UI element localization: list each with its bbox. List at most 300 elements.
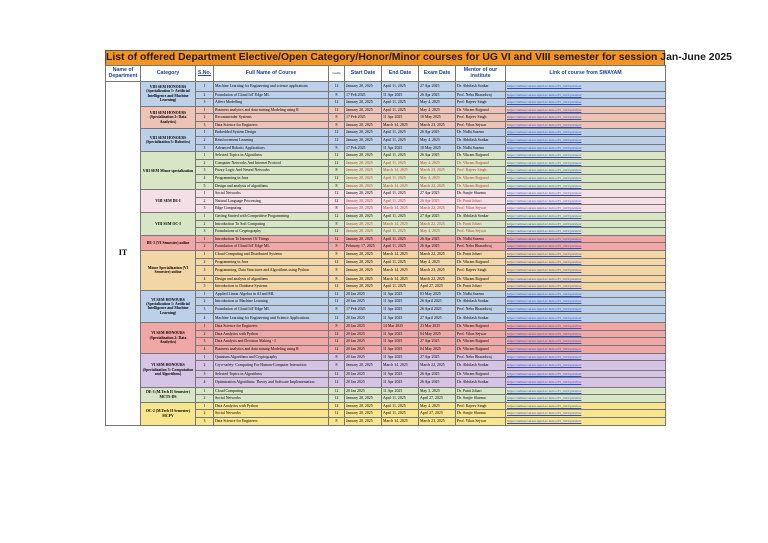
start-date-cell: January 20, 2025 xyxy=(345,99,382,107)
exam-date-cell: March 23, 2025 xyxy=(419,418,456,426)
start-date-cell: January 20, 2025 xyxy=(345,283,382,291)
end-date-cell: 11 Apr 2025 xyxy=(382,338,419,346)
credits-cell: 12 xyxy=(329,290,345,298)
category-cell: DE-3 (M.Tech II Semester) MCTS-DS xyxy=(141,387,196,402)
mentor-cell: Dr. Vikram Rajpurol xyxy=(456,323,506,331)
mentor-cell: Dr. Abhilash Sonkar xyxy=(456,313,506,323)
course-link[interactable]: https://onlinecourses.nptel.ac.in/noc25_cs01/preview xyxy=(506,353,666,361)
mentor-cell: Dr. Vikram Rajpurol xyxy=(456,106,506,114)
course-link[interactable]: https://onlinecourses.nptel.ac.in/noc25_cs01/preview xyxy=(506,99,666,107)
course-link[interactable]: https://onlinecourses.nptel.ac.in/noc25_cs01/preview xyxy=(506,106,666,114)
serial-number-cell: 3 xyxy=(196,205,214,213)
exam-date-cell: May 4, 2025 xyxy=(419,228,456,236)
credits-cell: 12 xyxy=(329,235,345,243)
course-link[interactable]: https://onlinecourses.nptel.ac.in/noc25_cs01/preview xyxy=(506,338,666,346)
serial-number-cell: 2 xyxy=(196,298,214,306)
course-link[interactable]: https://onlinecourses.nptel.ac.in/noc25_cs01/preview xyxy=(506,275,666,283)
mentor-cell: Dr. Vikram Rajpurol xyxy=(456,338,506,346)
serial-number-cell: 3 xyxy=(196,121,214,129)
serial-number-cell: 3 xyxy=(196,338,214,346)
course-name-cell: Cloud Computing xyxy=(214,387,329,395)
mentor-cell: Prof. Rajeev Singh xyxy=(456,114,506,122)
end-date-cell: April 11, 2025 xyxy=(382,82,419,92)
mentor-cell: Prof. Vikas Sejwar xyxy=(456,330,506,338)
end-date-cell: March 14, 2025 xyxy=(382,275,419,283)
start-date-cell: January 20, 2025 xyxy=(345,167,382,175)
col-header-mentor: Mentor of our institute xyxy=(456,66,506,82)
end-date-cell: 11 Apr 2025 xyxy=(382,345,419,353)
exam-date-cell: April 27, 2025 xyxy=(419,395,456,403)
course-link[interactable]: https://onlinecourses.nptel.ac.in/noc25_cs01/preview xyxy=(506,235,666,243)
course-name-cell: Programming in Java xyxy=(214,258,329,266)
mentor-cell: Prof. Neha Bharadwaj xyxy=(456,91,506,99)
col-header-course: Full Name of Course xyxy=(214,66,329,82)
start-date-cell: January 20, 2025 xyxy=(345,418,382,426)
course-name-cell: Cryo-safety: Computing For Human-Computer Interaction xyxy=(214,361,329,371)
mentor-cell: Dr. Nidhi Saxena xyxy=(456,290,506,298)
course-link[interactable]: https://onlinecourses.nptel.ac.in/noc25_cs01/preview xyxy=(506,266,666,276)
col-header-link: Link of course from SWAYAM xyxy=(506,66,666,82)
course-name-cell: Getting Started with Competitive Programming xyxy=(214,213,329,221)
exam-date-cell: May 4, 2025 xyxy=(419,402,456,410)
start-date-cell: January 20, 2025 xyxy=(345,175,382,183)
exam-date-cell: 23 Mar 2025 xyxy=(419,323,456,331)
mentor-cell: Dr. Abhilash Sonkar xyxy=(456,213,506,221)
exam-date-cell: May 4, 2025 xyxy=(419,175,456,183)
mentor-cell: Dr. Punit Johari xyxy=(456,283,506,291)
credits-cell: 12 xyxy=(329,370,345,378)
mentor-cell: Dr. Punit Johari xyxy=(456,250,506,258)
mentor-cell: Prof. Neha Bharadwaj xyxy=(456,306,506,314)
end-date-cell: April 11, 2025 xyxy=(382,129,419,137)
table-row xyxy=(106,387,666,395)
credits-cell: 8 xyxy=(329,91,345,99)
credits-cell: 8 xyxy=(329,418,345,426)
mentor-cell: Dr. Vikram Rajpurol xyxy=(456,275,506,283)
serial-number-cell: 1 xyxy=(196,213,214,221)
end-date-cell: 11 Apr 2025 xyxy=(382,370,419,378)
category-cell: VIII SEM DE-I xyxy=(141,190,196,213)
course-link[interactable]: https://onlinecourses.nptel.ac.in/noc25_cs01/preview xyxy=(506,129,666,137)
mentor-cell: Dr. Vikram Rajpurol xyxy=(456,345,506,353)
course-name-cell: Computer Networks And Internet Protocol xyxy=(214,159,329,167)
serial-number-cell: 2 xyxy=(196,243,214,251)
serial-number-cell: 1 xyxy=(196,82,214,92)
course-name-cell: Foundations of Cryptography xyxy=(214,228,329,236)
serial-number-cell: 2 xyxy=(196,330,214,338)
start-date-cell: 20 Jan 2025 xyxy=(345,290,382,298)
start-date-cell: January 20, 2025 xyxy=(345,220,382,228)
table-row xyxy=(106,129,666,137)
course-name-cell: Data Science for Engineers xyxy=(214,418,329,426)
course-link[interactable]: https://onlinecourses.nptel.ac.in/noc25_cs01/preview xyxy=(506,197,666,205)
course-link[interactable]: https://onlinecourses.nptel.ac.in/noc25_cs01/preview xyxy=(506,298,666,306)
table-row xyxy=(106,190,666,198)
serial-number-cell: 5 xyxy=(196,283,214,291)
course-link[interactable]: https://onlinecourses.nptel.ac.in/noc25_cs01/preview xyxy=(506,323,666,331)
start-date-cell: January 20, 2025 xyxy=(345,402,382,410)
end-date-cell: March 14, 2025 xyxy=(382,418,419,426)
start-date-cell: January 20, 2025 xyxy=(345,190,382,198)
course-link[interactable]: https://onlinecourses.nptel.ac.in/noc25_cs01/preview xyxy=(506,243,666,251)
course-link[interactable]: https://onlinecourses.nptel.ac.in/noc25_cs01/preview xyxy=(506,370,666,378)
credits-cell: 8 xyxy=(329,144,345,152)
course-link[interactable]: https://onlinecourses.nptel.ac.in/noc25_cs01/preview xyxy=(506,114,666,122)
course-name-cell: Advanced Robotic Applications xyxy=(214,144,329,152)
start-date-cell: January 20, 2025 xyxy=(345,258,382,266)
mentor-cell: Prof. Vikas Sejwar xyxy=(456,205,506,213)
credits-cell: 12 xyxy=(329,152,345,160)
course-link[interactable]: https://onlinecourses.nptel.ac.in/noc25_cs01/preview xyxy=(506,313,666,323)
col-header-start: Start Date xyxy=(345,66,382,82)
exam-date-cell: 27 April 2025 xyxy=(419,313,456,323)
credits-cell: 8 xyxy=(329,306,345,314)
course-name-cell: Optimization Algorithms: Theory and Software Implementation xyxy=(214,378,329,388)
serial-number-cell: 3 xyxy=(196,228,214,236)
table-row xyxy=(106,213,666,221)
course-name-cell: Foundation of Cloud IoT Edge ML xyxy=(214,306,329,314)
course-link[interactable]: https://onlinecourses.nptel.ac.in/noc25_cs01/preview xyxy=(506,228,666,236)
end-date-cell: April 11, 2025 xyxy=(382,190,419,198)
table-row xyxy=(106,250,666,258)
course-link[interactable]: https://onlinecourses.nptel.ac.in/noc25_cs01/preview xyxy=(506,213,666,221)
serial-number-cell: 2 xyxy=(196,410,214,418)
serial-number-cell: 1 xyxy=(196,250,214,258)
serial-number-cell: 2 xyxy=(196,91,214,99)
serial-number-cell: 4 xyxy=(196,175,214,183)
exam-date-cell: 26 Apr 2025 xyxy=(419,370,456,378)
end-date-cell: April 11, 2025 xyxy=(382,395,419,403)
exam-date-cell: 26 Apr 2025 xyxy=(419,197,456,205)
end-date-cell: March 14, 2025 xyxy=(382,205,419,213)
end-date-cell: April 11, 2025 xyxy=(382,213,419,221)
start-date-cell: 20 Jan 2025 xyxy=(345,323,382,331)
end-date-cell: March 14, 2025 xyxy=(382,220,419,228)
serial-number-cell: 3 xyxy=(196,167,214,175)
course-link[interactable]: https://onlinecourses.nptel.ac.in/noc25_cs01/preview xyxy=(506,121,666,129)
course-link[interactable]: https://onlinecourses.nptel.ac.in/noc25_cs01/preview xyxy=(506,418,666,426)
course-table-body xyxy=(106,82,666,426)
credits-cell: 8 xyxy=(329,220,345,228)
exam-date-cell: May 4, 2025 xyxy=(419,137,456,145)
serial-number-cell: 1 xyxy=(196,152,214,160)
course-link[interactable]: https://onlinecourses.nptel.ac.in/noc25_cs01/preview xyxy=(506,283,666,291)
exam-date-cell: 26 April 2025 xyxy=(419,306,456,314)
exam-date-cell: May 4, 2025 xyxy=(419,258,456,266)
exam-date-cell: 27 Apr 2025 xyxy=(419,213,456,221)
col-header-credits: Credits xyxy=(329,66,345,82)
course-link[interactable]: https://onlinecourses.nptel.ac.in/noc25_cs01/preview xyxy=(506,395,666,403)
credits-cell: 12 xyxy=(329,410,345,418)
credits-cell: 12 xyxy=(329,99,345,107)
start-date-cell: January 20, 2025 xyxy=(345,205,382,213)
start-date-cell: January 20, 2025 xyxy=(345,106,382,114)
exam-date-cell: 26 April 2025 xyxy=(419,298,456,306)
exam-date-cell: 26 Apr 2025 xyxy=(419,152,456,160)
course-name-cell: Design and analysis of algorithms xyxy=(214,182,329,190)
table-row xyxy=(106,152,666,160)
category-cell: VIII SEM HONOURS (Specialization 1: Artificial Intelligence and Machine Learning) xyxy=(141,82,196,107)
course-name-cell: Programming, Data Structures and Algorithms using Python xyxy=(214,266,329,276)
serial-number-cell: 4 xyxy=(196,378,214,388)
credits-cell: 12 xyxy=(329,313,345,323)
exam-date-cell: 04 May 2025 xyxy=(419,345,456,353)
end-date-cell: March 14, 2025 xyxy=(382,167,419,175)
credits-cell: 12 xyxy=(329,175,345,183)
end-date-cell: March 14, 2025 xyxy=(382,361,419,371)
serial-number-cell: 1 xyxy=(196,190,214,198)
credits-cell: 12 xyxy=(329,402,345,410)
start-date-cell: 20 Jan 2025 xyxy=(345,298,382,306)
serial-number-cell: 5 xyxy=(196,182,214,190)
end-date-cell: April 11, 2025 xyxy=(382,228,419,236)
course-link[interactable]: https://onlinecourses.nptel.ac.in/noc25_cs01/preview xyxy=(506,152,666,160)
credits-cell: 8 xyxy=(329,266,345,276)
course-link[interactable]: https://onlinecourses.nptel.ac.in/noc25_cs01/preview xyxy=(506,290,666,298)
end-date-cell: April 11, 2025 xyxy=(382,159,419,167)
course-name-cell: Applied Linear Algebra in AI and ML xyxy=(214,290,329,298)
credits-cell: 12 xyxy=(329,387,345,395)
credits-cell: 12 xyxy=(329,129,345,137)
mentor-cell: Dr. Punit Johari xyxy=(456,197,506,205)
credits-cell: 12 xyxy=(329,283,345,291)
course-sheet xyxy=(105,50,732,426)
course-name-cell: Introduction to Database Systems xyxy=(214,283,329,291)
category-cell: VIII SEM HONOURS (Specialization 2: Data Analytics) xyxy=(141,106,196,129)
credits-cell: 12 xyxy=(329,197,345,205)
course-link[interactable]: https://onlinecourses.nptel.ac.in/noc25_cs01/preview xyxy=(506,330,666,338)
course-link[interactable]: https://onlinecourses.nptel.ac.in/noc25_cs01/preview xyxy=(506,91,666,99)
course-name-cell: Natural Language Processing xyxy=(214,197,329,205)
exam-date-cell: May 4, 2025 xyxy=(419,106,456,114)
credits-cell: 12 xyxy=(329,330,345,338)
end-date-cell: 11 Apr 2025 xyxy=(382,353,419,361)
course-name-cell: Recommender Systems xyxy=(214,114,329,122)
course-name-cell: Data Analysis and Decision Making - I xyxy=(214,338,329,346)
end-date-cell: 11 Apr 2025 xyxy=(382,313,419,323)
start-date-cell: January 20, 2025 xyxy=(345,82,382,92)
sheet-title: List of offered Department Elective/Open Category/Honor/Minor courses for UG VI and VIII semester for session Jan-June 2025 xyxy=(106,52,732,63)
serial-number-cell: 3 xyxy=(196,370,214,378)
col-header-category: Category xyxy=(141,66,196,82)
start-date-cell: 20 Jan 2025 xyxy=(345,370,382,378)
course-name-cell: Social Networks xyxy=(214,410,329,418)
credits-cell: 8 xyxy=(329,167,345,175)
table-row xyxy=(106,353,666,361)
end-date-cell: April 11, 2025 xyxy=(382,137,419,145)
credits-cell: 12 xyxy=(329,137,345,145)
end-date-cell: March 14, 2025 xyxy=(382,121,419,129)
credits-cell: 8 xyxy=(329,205,345,213)
serial-number-cell: 4 xyxy=(196,275,214,283)
end-date-cell: April 11, 2025 xyxy=(382,99,419,107)
mentor-cell: Dr. Abhilash Sonkar xyxy=(456,298,506,306)
table-row xyxy=(106,402,666,410)
end-date-cell: April 11, 2025 xyxy=(382,243,419,251)
end-date-cell: 11 Apr 2025 xyxy=(382,144,419,152)
course-name-cell: Edge Computing xyxy=(214,205,329,213)
exam-date-cell: March 22, 2025 xyxy=(419,182,456,190)
start-date-cell: January 20, 2025 xyxy=(345,228,382,236)
serial-number-cell: 3 xyxy=(196,306,214,314)
course-name-cell: Introduction to Machine Learning xyxy=(214,298,329,306)
start-date-cell: January 20, 2025 xyxy=(345,395,382,403)
credits-cell: 8 xyxy=(329,275,345,283)
course-link[interactable]: https://onlinecourses.nptel.ac.in/noc25_cs01/preview xyxy=(506,258,666,266)
exam-date-cell: 04 May 2025 xyxy=(419,330,456,338)
exam-date-cell: 26 Apr 2025 xyxy=(419,129,456,137)
course-name-cell: Embedded System Design xyxy=(214,129,329,137)
table-row xyxy=(106,323,666,331)
mentor-cell: Prof. Vikas Sejwar xyxy=(456,418,506,426)
category-cell: VIII SEM OC-I xyxy=(141,213,196,236)
mentor-cell: Dr. Punit Johari xyxy=(456,220,506,228)
exam-date-cell: 10 May 2025 xyxy=(419,144,456,152)
end-date-cell: 11 Apr 2025 xyxy=(382,387,419,395)
credits-cell: 8 xyxy=(329,182,345,190)
col-header-exam: Exam Date xyxy=(419,66,456,82)
course-name-cell: Cloud Computing and Distributed Systems xyxy=(214,250,329,258)
exam-date-cell: 27 Apr 2025 xyxy=(419,82,456,92)
category-cell: VI SEM HONOURS (Specialization 3: Computation and Algorithms) xyxy=(141,353,196,387)
table-row xyxy=(106,290,666,298)
mentor-cell: Prof. Vikas Sejwar xyxy=(456,228,506,236)
credits-cell: 12 xyxy=(329,82,345,92)
start-date-cell: February 17, 2025 xyxy=(345,243,382,251)
course-name-cell: Affect Modelling xyxy=(214,99,329,107)
course-table xyxy=(105,65,666,426)
course-name-cell: Social Networks xyxy=(214,395,329,403)
exam-date-cell: March 22, 2025 xyxy=(419,220,456,228)
exam-date-cell: 26 Apr 2025 xyxy=(419,91,456,99)
serial-number-cell: 1 xyxy=(196,235,214,243)
start-date-cell: January 20, 2025 xyxy=(345,266,382,276)
serial-number-cell: 1 xyxy=(196,290,214,298)
course-link[interactable]: https://onlinecourses.nptel.ac.in/noc25_cs01/preview xyxy=(506,361,666,371)
mentor-cell: Dr. Vikram Rajpurol xyxy=(456,258,506,266)
mentor-cell: Dr. Vikram Rajpurol xyxy=(456,159,506,167)
end-date-cell: April 11, 2025 xyxy=(382,235,419,243)
exam-date-cell: March 23, 2025 xyxy=(419,167,456,175)
course-link[interactable]: https://onlinecourses.nptel.ac.in/noc25_cs01/preview xyxy=(506,182,666,190)
end-date-cell: 11 Apr 2025 xyxy=(382,298,419,306)
exam-date-cell: 27 Apr 2025 xyxy=(419,338,456,346)
mentor-cell: Prof. Rajeev Singh xyxy=(456,266,506,276)
serial-number-cell: 1 xyxy=(196,387,214,395)
end-date-cell: April 11, 2025 xyxy=(382,152,419,160)
col-header-end: End Date xyxy=(382,66,419,82)
start-date-cell: January 20, 2025 xyxy=(345,129,382,137)
course-name-cell: Programming in Java xyxy=(214,175,329,183)
course-link[interactable]: https://onlinecourses.nptel.ac.in/noc25_cs01/preview xyxy=(506,190,666,198)
mentor-cell: Dr. Nidhi Saxena xyxy=(456,235,506,243)
exam-date-cell: 03 May 2025 xyxy=(419,290,456,298)
start-date-cell: 20 Jan 2025 xyxy=(345,378,382,388)
department-cell: IT xyxy=(106,82,141,426)
serial-number-cell: 3 xyxy=(196,144,214,152)
course-link[interactable]: https://onlinecourses.nptel.ac.in/noc25_cs01/preview xyxy=(506,159,666,167)
course-link[interactable]: https://onlinecourses.nptel.ac.in/noc25_cs01/preview xyxy=(506,306,666,314)
exam-date-cell: May 4, 2025 xyxy=(419,99,456,107)
exam-date-cell: May 3, 2025 xyxy=(419,387,456,395)
mentor-cell: Dr. Abhilash Sonkar xyxy=(456,137,506,145)
end-date-cell: 11 Apr 2025 xyxy=(382,378,419,388)
end-date-cell: March 14, 2025 xyxy=(382,182,419,190)
course-link[interactable]: https://onlinecourses.nptel.ac.in/noc25_cs01/preview xyxy=(506,137,666,145)
serial-number-cell: 2 xyxy=(196,137,214,145)
exam-date-cell: March 22, 2025 xyxy=(419,250,456,258)
end-date-cell: April 11, 2025 xyxy=(382,402,419,410)
exam-date-cell: April 27, 2025 xyxy=(419,410,456,418)
course-name-cell: Data Analytics with Python xyxy=(214,402,329,410)
exam-date-cell: 26 Apr 2025 xyxy=(419,235,456,243)
course-link[interactable]: https://onlinecourses.nptel.ac.in/noc25_cs01/preview xyxy=(506,167,666,175)
start-date-cell: January 20, 2025 xyxy=(345,197,382,205)
course-link[interactable]: https://onlinecourses.nptel.ac.in/noc25_cs01/preview xyxy=(506,175,666,183)
end-date-cell: 11 Apr 2025 xyxy=(382,290,419,298)
course-name-cell: Foundation of Cloud IoT Edge ML xyxy=(214,91,329,99)
start-date-cell: 20 Jan 2025 xyxy=(345,313,382,323)
credits-cell: 8 xyxy=(329,121,345,129)
mentor-cell: Dr. Abhilash Sonkar xyxy=(456,361,506,371)
course-link[interactable]: https://onlinecourses.nptel.ac.in/noc25_cs01/preview xyxy=(506,205,666,213)
course-name-cell: Reinforcement Learning xyxy=(214,137,329,145)
course-link[interactable]: https://onlinecourses.nptel.ac.in/noc25_cs01/preview xyxy=(506,250,666,258)
credits-cell: 8 xyxy=(329,250,345,258)
course-link[interactable]: https://onlinecourses.nptel.ac.in/noc25_cs01/preview xyxy=(506,82,666,92)
course-name-cell: Introduction To Internet Of Things xyxy=(214,235,329,243)
credits-cell: 8 xyxy=(329,114,345,122)
end-date-cell: April 11, 2025 xyxy=(382,283,419,291)
category-cell: VIII SEM Minor specialization xyxy=(141,152,196,190)
course-link[interactable]: https://onlinecourses.nptel.ac.in/noc25_cs01/preview xyxy=(506,402,666,410)
credits-cell: 8 xyxy=(329,323,345,331)
category-cell: VIII SEM HONOURS (Specialization 3: Robotics) xyxy=(141,129,196,152)
course-link[interactable]: https://onlinecourses.nptel.ac.in/noc25_cs01/preview xyxy=(506,378,666,388)
credits-cell: 12 xyxy=(329,213,345,221)
course-link[interactable]: https://onlinecourses.nptel.ac.in/noc25_cs01/preview xyxy=(506,387,666,395)
end-date-cell: 11 Apr 2025 xyxy=(382,330,419,338)
course-name-cell: Social Networks xyxy=(214,190,329,198)
category-cell: OC-2 (M.Tech II Semester) MCPV xyxy=(141,402,196,425)
start-date-cell: January 20, 2025 xyxy=(345,235,382,243)
start-date-cell: January 20, 2025 xyxy=(345,361,382,371)
course-link[interactable]: https://onlinecourses.nptel.ac.in/noc25_cs01/preview xyxy=(506,220,666,228)
serial-number-cell: 1 xyxy=(196,353,214,361)
course-link[interactable]: https://onlinecourses.nptel.ac.in/noc25_cs01/preview xyxy=(506,410,666,418)
mentor-cell: Dr. Abhilash Sonkar xyxy=(456,82,506,92)
exam-date-cell: 26 Apr 2025 xyxy=(419,243,456,251)
course-link[interactable]: https://onlinecourses.nptel.ac.in/noc25_cs01/preview xyxy=(506,144,666,152)
mentor-cell: Prof. Neha Bharadwaj xyxy=(456,243,506,251)
end-date-cell: April 11, 2025 xyxy=(382,197,419,205)
exam-date-cell: March 23, 2025 xyxy=(419,121,456,129)
serial-number-cell: 2 xyxy=(196,159,214,167)
course-name-cell: Business analytics and data mining Modeling using R xyxy=(214,106,329,114)
end-date-cell: 11 Apr 2025 xyxy=(382,306,419,314)
exam-date-cell: May 4, 2025 xyxy=(419,159,456,167)
credits-cell: 12 xyxy=(329,345,345,353)
course-name-cell: Data Science for Engineers xyxy=(214,121,329,129)
course-link[interactable]: https://onlinecourses.nptel.ac.in/noc25_cs01/preview xyxy=(506,345,666,353)
mentor-cell: Dr. Vikram Rajpurol xyxy=(456,175,506,183)
col-header-department: Name of Department xyxy=(106,66,141,82)
start-date-cell: January 20, 2025 xyxy=(345,152,382,160)
course-name-cell: Fuzzy Logic And Neural Networks xyxy=(214,167,329,175)
serial-number-cell: 2 xyxy=(196,361,214,371)
start-date-cell: January 20, 2025 xyxy=(345,182,382,190)
serial-number-cell: 1 xyxy=(196,129,214,137)
